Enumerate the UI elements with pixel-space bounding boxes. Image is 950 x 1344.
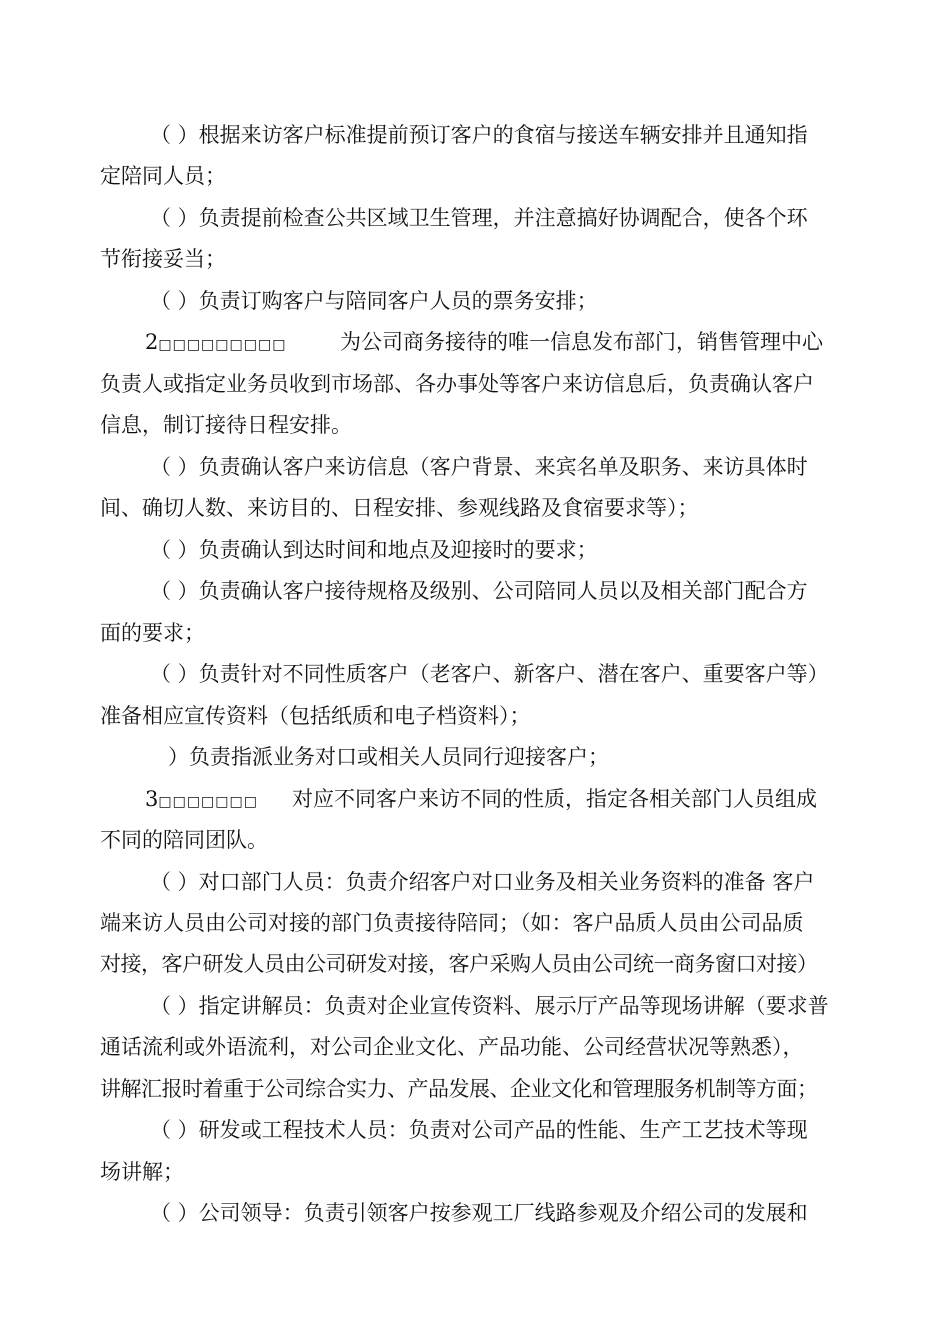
paragraph-line: 间、确切人数、来访目的、日程安排、参观线路及食宿要求等）； <box>100 496 699 520</box>
section-heading-3 <box>145 785 258 813</box>
section-title-garbled: □□□□□□□□□ <box>158 337 287 353</box>
paragraph-line: 为公司商务接待的唯一信息发布部门，销售管理中心 <box>340 330 823 354</box>
paragraph-line: （ ）负责确认客户接待规格及级别、公司陪同人员以及相关部门配合方 <box>150 579 808 603</box>
paragraph-line: ）负责指派业务对口或相关人员同行迎接客户； <box>168 745 609 769</box>
paragraph-line: （ ）公司领导：负责引领客户按参观工厂线路参观及介绍公司的发展和 <box>150 1201 808 1225</box>
section-number: 3 <box>145 787 159 811</box>
paragraph-line: （ ）根据来访客户标准提前预订客户的食宿与接送车辆安排并且通知指 <box>150 123 808 147</box>
paragraph-line: （ ）负责针对不同性质客户（老客户、新客户、潜在客户、重要客户等） <box>150 662 829 686</box>
paragraph-line: 节衔接妥当； <box>100 247 226 271</box>
paragraph-line: 通话流利或外语流利，对公司企业文化、产品功能、公司经营状况等熟悉）， <box>100 1035 804 1059</box>
paragraph-line: 对接，客户研发人员由公司研发对接，客户采购人员由公司统一商务窗口对接） <box>100 952 818 976</box>
paragraph-line: 不同的陪同团队。 <box>100 828 268 852</box>
paragraph-line: 准备相应宣传资料（包括纸质和电子档资料）； <box>100 704 531 728</box>
paragraph-line: 面的要求； <box>100 621 205 645</box>
paragraph-line: （ ）负责提前检查公共区域卫生管理，并注意搞好协调配合，使各个环 <box>150 206 808 230</box>
paragraph-line: 讲解汇报时着重于公司综合实力、产品发展、企业文化和管理服务机制等方面； <box>100 1077 818 1101</box>
paragraph-line: 场讲解； <box>100 1160 184 1184</box>
paragraph-line: 对应不同客户来访不同的性质，指定各相关部门人员组成 <box>292 787 817 811</box>
paragraph-line: 定陪同人员； <box>100 164 226 188</box>
paragraph-line: 端来访人员由公司对接的部门负责接待陪同；（如：客户品质人员由公司品质 <box>100 911 804 935</box>
section-heading-2 <box>145 328 286 356</box>
paragraph-line: 负责人或指定业务员收到市场部、各办事处等客户来访信息后，负责确认客户 <box>100 372 814 396</box>
paragraph-line: （ ）指定讲解员：负责对企业宣传资料、展示厅产品等现场讲解（要求普 <box>150 994 829 1018</box>
paragraph-line: （ ）负责确认客户来访信息（客户背景、来宾名单及职务、来访具体时 <box>150 455 808 479</box>
section-title-garbled: □□□□□□□ <box>158 794 258 810</box>
paragraph-line: （ ）对口部门人员：负责介绍客户对口业务及相关业务资料的准备 客户 <box>150 870 815 894</box>
section-number: 2 <box>145 330 159 354</box>
paragraph-line: 信息，制订接待日程安排。 <box>100 413 352 437</box>
paragraph-line: （ ）负责确认到达时间和地点及迎接时的要求； <box>150 538 598 562</box>
paragraph-line: （ ）负责订购客户与陪同客户人员的票务安排； <box>150 289 598 313</box>
paragraph-line: （ ）研发或工程技术人员：负责对公司产品的性能、生产工艺技术等现 <box>150 1118 808 1142</box>
